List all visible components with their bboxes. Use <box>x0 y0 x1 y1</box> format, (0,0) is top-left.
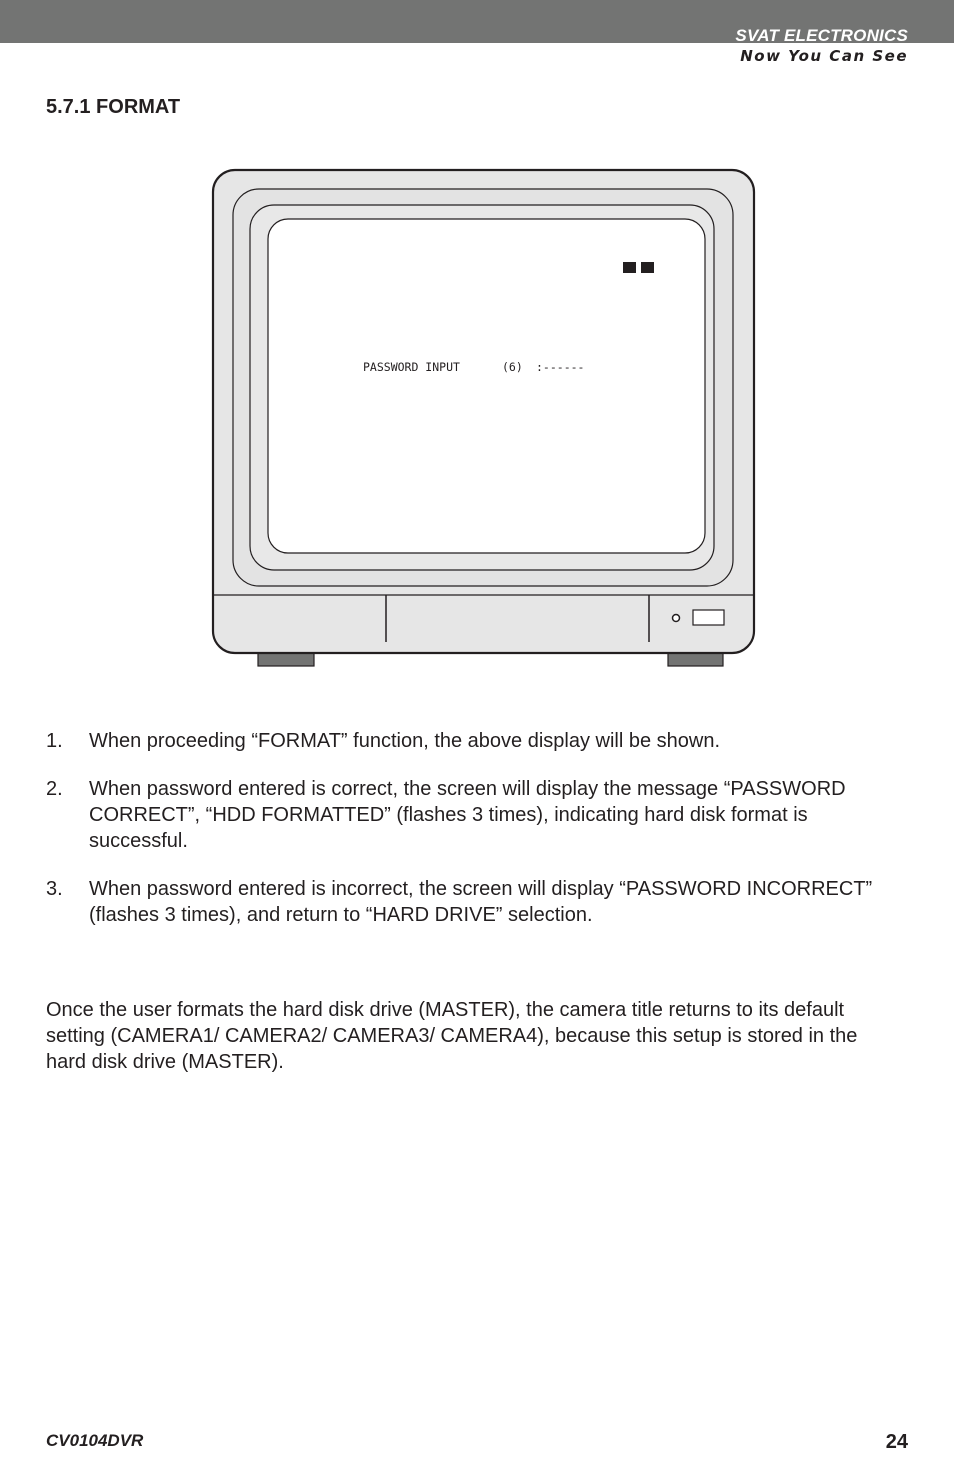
osd-password-entry: :------ <box>536 360 585 374</box>
monitor-illustration <box>210 168 760 672</box>
section-title: 5.7.1 FORMAT <box>46 96 181 118</box>
brand-tagline: Now You Can See <box>740 47 908 65</box>
step-number: 2. <box>46 778 63 800</box>
osd-password-label: PASSWORD INPUT <box>363 360 460 374</box>
step-text: When password entered is incorrect, the screen will display “PASSWORD INCORRECT” (flashes 3 times), and return to “HARD DRIVE” selection. <box>89 878 873 926</box>
status-indicator-icon <box>623 262 636 273</box>
monitor-screen <box>268 219 705 553</box>
brand-name: SVAT ELECTRONICS <box>735 26 908 45</box>
list-item <box>46 876 896 928</box>
format-note: Once the user formats the hard disk drive (MASTER), the camera title returns to its default setting (CAMERA1/ CAMERA2/ CAMERA3/ CAMERA4), because this setup is stored in the hard disk drive (MASTER). <box>46 999 858 1073</box>
osd-password-length: (6) <box>502 360 523 374</box>
step-number: 3. <box>46 878 63 900</box>
brand-logo <box>735 27 908 65</box>
steps-list <box>46 728 896 950</box>
list-item <box>46 728 896 754</box>
step-text: When proceeding “FORMAT” function, the above display will be shown. <box>89 730 721 752</box>
status-indicator-icon <box>641 262 654 273</box>
power-button <box>693 610 724 625</box>
power-led-icon <box>673 615 680 622</box>
page-number: 24 <box>885 1431 908 1453</box>
list-item <box>46 776 896 854</box>
footer-model: CV0104DVR <box>46 1431 144 1450</box>
step-number: 1. <box>46 730 63 752</box>
step-text: When password entered is correct, the screen will display the message “PASSWORD CORRECT”, “HDD FORMATTED” (flashes 3 times), indicating hard disk format is successful. <box>89 778 846 852</box>
